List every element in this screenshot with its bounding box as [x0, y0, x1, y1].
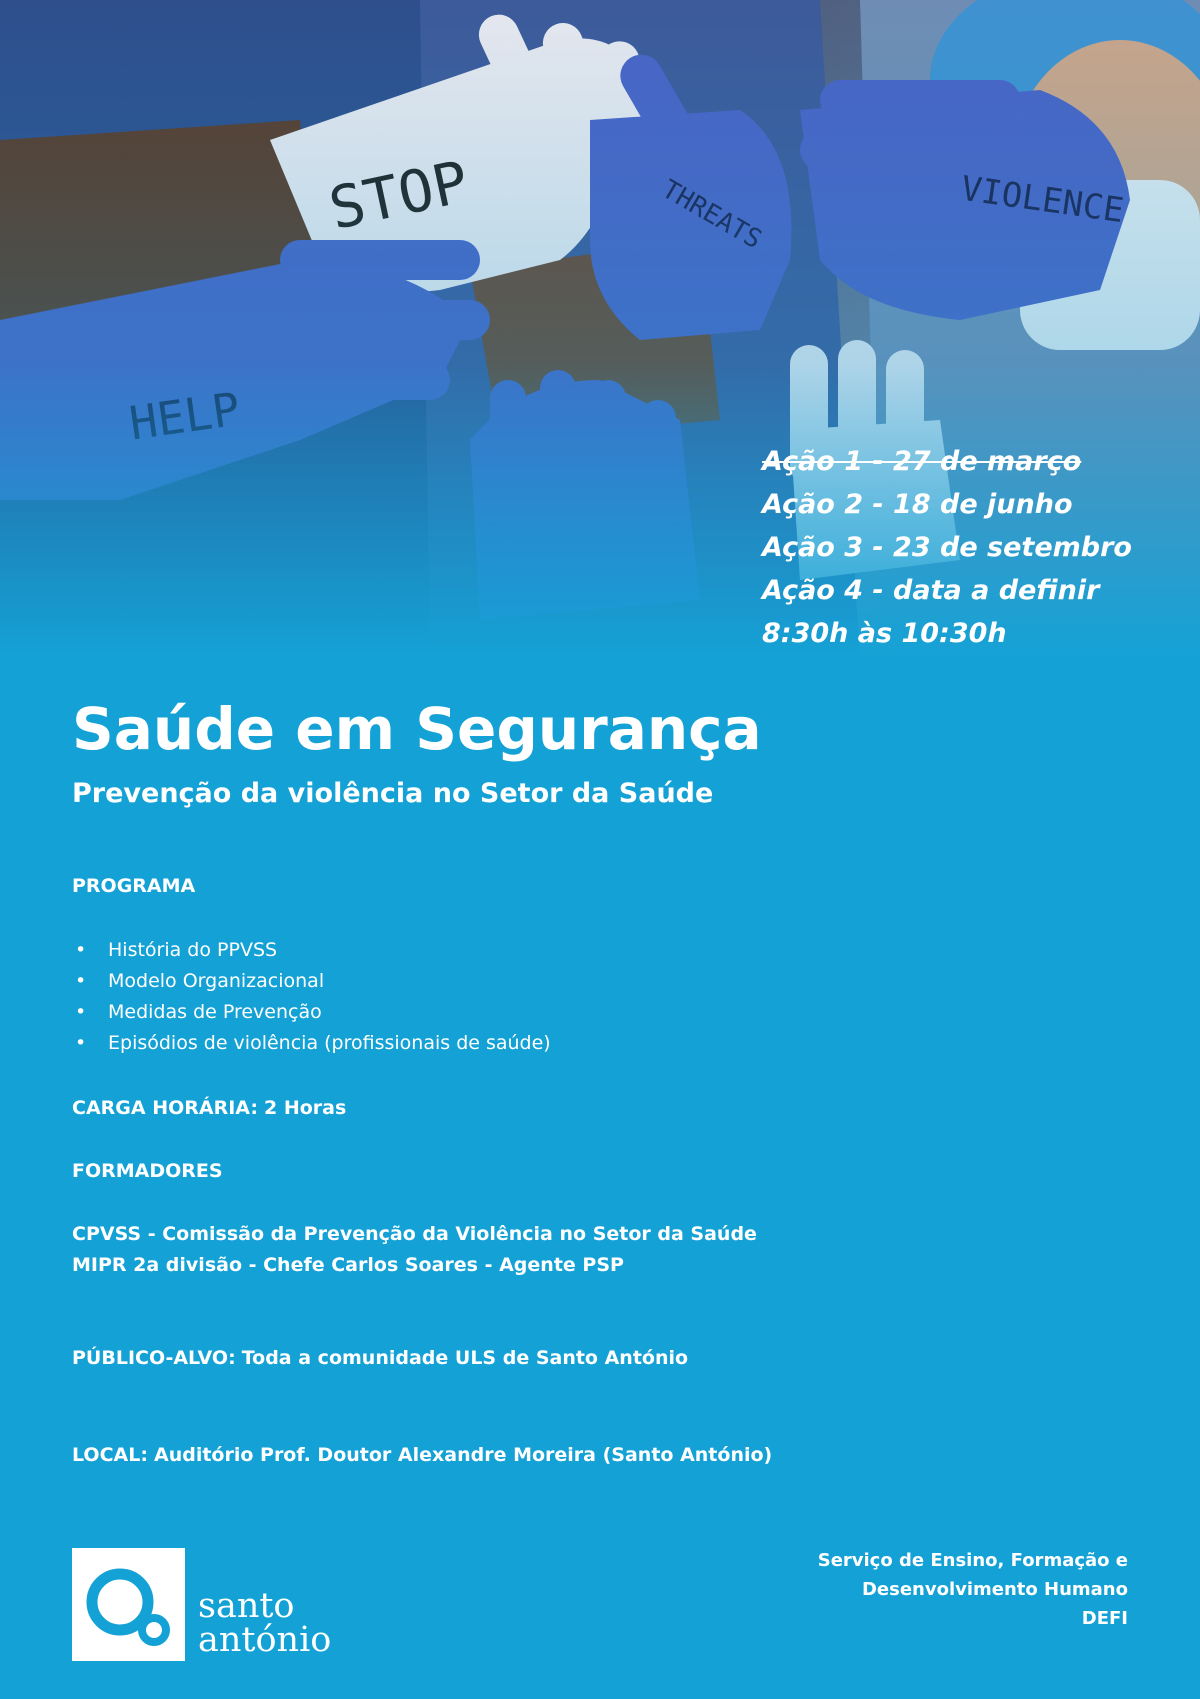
program-item-label: Modelo Organizacional [108, 970, 325, 992]
service-line: Serviço de Ensino, Formação e [817, 1550, 1128, 1571]
program-list [72, 935, 551, 1059]
bullet-icon: • [75, 1032, 87, 1054]
service-line: Desenvolvimento Humano [861, 1579, 1128, 1600]
audience-value: Toda a comunidade ULS de Santo António [241, 1347, 689, 1369]
program-item-label: História do PPVSS [108, 939, 278, 961]
logo-text-line1: santo [198, 1586, 295, 1626]
santo-antonio-logo-icon [72, 1548, 185, 1661]
trainers-heading: FORMADORES [72, 1160, 223, 1182]
location-value: Auditório Prof. Doutor Alexandre Moreira (Santo António) [153, 1444, 773, 1466]
session-schedule: 8:30h às 10:30h [762, 618, 1007, 649]
session-2-date: Ação 2 - 18 de junho [762, 489, 1073, 520]
workload [72, 1093, 346, 1124]
page-subtitle: Prevenção da violência no Setor da Saúde [72, 778, 714, 809]
trainer-line: CPVSS - Comissão da Prevenção da Violência no Setor da Saúde [72, 1223, 757, 1245]
session-4-date: Ação 4 - data a definir [762, 575, 1100, 606]
program-item [72, 935, 551, 966]
program-heading: PROGRAMA [72, 875, 196, 897]
session-3-date: Ação 3 - 23 de setembro [762, 532, 1132, 563]
workload-label: CARGA HORÁRIA: [72, 1097, 258, 1119]
program-item [72, 1028, 551, 1059]
service-info [818, 1546, 1128, 1633]
logo-text-line2: antónio [198, 1620, 332, 1660]
service-line: DEFI [1081, 1608, 1128, 1629]
session-dates [762, 440, 1182, 655]
audience [72, 1343, 688, 1374]
session-1-date: Ação 1 - 27 de março [762, 446, 1082, 477]
location [72, 1440, 772, 1471]
location-label: LOCAL: [72, 1444, 148, 1466]
bullet-icon: • [75, 939, 87, 961]
audience-label: PÚBLICO-ALVO: [72, 1347, 236, 1369]
workload-value: 2 Horas [263, 1097, 347, 1119]
trainer-line: MIPR 2a divisão - Chefe Carlos Soares - Agente PSP [72, 1254, 624, 1276]
bullet-icon: • [75, 970, 87, 992]
program-item [72, 997, 551, 1028]
bullet-icon: • [75, 1001, 87, 1023]
program-item-label: Medidas de Prevenção [108, 1001, 322, 1023]
page-title: Saúde em Segurança [72, 695, 762, 763]
program-item-label: Episódios de violência (profissionais de saúde) [108, 1032, 551, 1054]
program-item [72, 966, 551, 997]
